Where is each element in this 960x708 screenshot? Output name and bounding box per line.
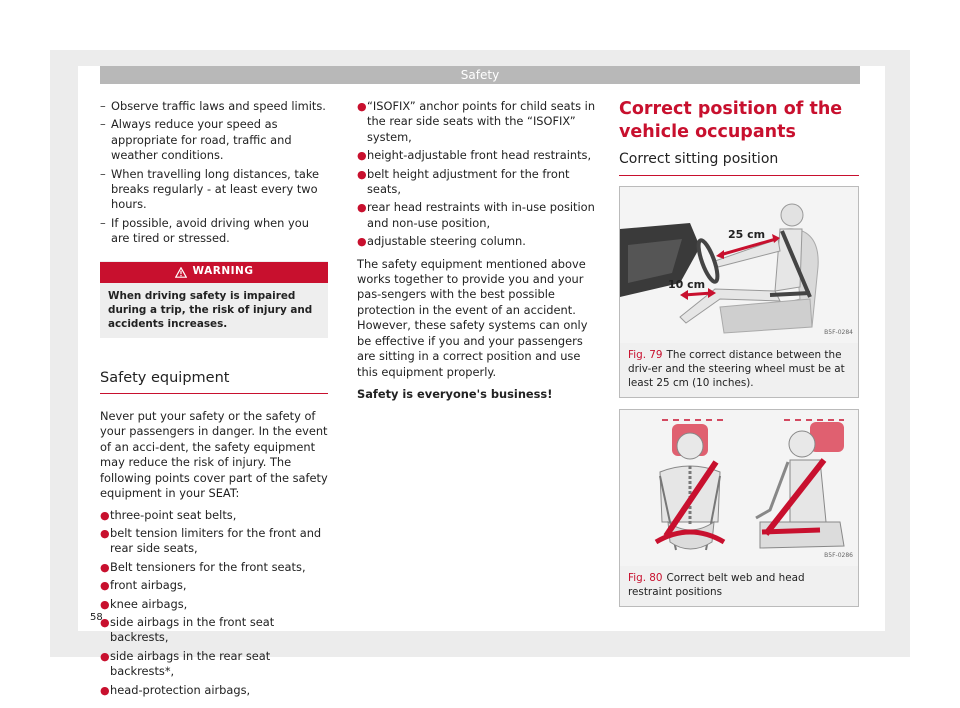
warning-header [100,262,328,283]
bullet-icon: ● [100,508,110,522]
bullet-icon: ● [100,579,110,593]
list-item: ● head-protection airbags, [100,682,251,697]
driver-seat-diagram [620,187,858,343]
warning-triangle-icon [175,267,187,278]
warning-text: When driving safety is impaired during a trip, the risk of injury and accidents increases. [100,283,328,338]
belt-restraint-illustration [620,410,858,566]
bullet-icon: ● [100,560,110,574]
warning-label: WARNING [192,265,254,278]
section-subheading: Correct sitting position [619,152,859,176]
bullet-icon: ● [357,100,367,113]
bullet-icon: ● [357,235,367,249]
label-25cm: 25 cm [728,228,766,242]
emphasis-text: Safety is everyone's business! [357,386,553,401]
figure-number: Fig. 80 [628,572,663,585]
bullet-icon: ● [357,167,367,181]
skeleton-belt-diagram [620,410,858,566]
chapter-heading: Correct position of the vehicle occupants [619,99,843,142]
list-item: ● adjustable steering column. [357,234,526,249]
caption-text: Correct belt web and head restraint positions [628,572,805,598]
figure-80 [619,409,859,607]
bullet-list [100,508,328,698]
bullet-icon: ● [100,683,110,697]
bullet-icon: ● [100,649,110,663]
figure-caption [620,566,858,606]
paragraph: Never put your safety or the safety of your passengers in danger. In the event of an acci-dent, the safety equipment may reduce the risk of injury. The following points cover part of the safety equipment in your SEAT: [100,409,328,501]
bullet-icon: ● [100,615,110,629]
list-item: ● rear head restraints with in-use position and non-use position, [357,200,595,230]
list-item: ● side airbags in the rear seat backrests*, [100,648,271,679]
bullet-icon: ● [100,526,110,540]
list-item: ● Belt tensioners for the front seats, [100,559,306,574]
list-item: – Observe traffic laws and speed limits. [100,99,328,114]
column-middle [357,99,597,402]
list-item: ● “ISOFIX” anchor points for child seats in the rear side seats with the “ISOFIX” system, [357,99,596,144]
column-left [100,99,328,701]
figure-number: Fig. 79 [628,349,663,362]
list-item: ● knee airbags, [100,596,188,611]
list-item: – When travelling long distances, take breaks regularly - at least every two hours. [100,167,328,213]
column-right [619,99,859,607]
list-item: ● height-adjustable front head restraints, [357,148,592,163]
list-item: ● front airbags, [100,578,187,593]
caption-text: The correct distance between the driv-er and the steering wheel must be at least 25 cm (10 inches). [628,349,845,389]
sitting-position-illustration [620,187,858,343]
figure-code: B5F-0284 [824,329,853,336]
running-header: Safety [100,66,860,84]
bullet-icon: ● [357,201,367,215]
figure-caption [620,343,858,397]
label-10cm: 10 cm [668,278,706,292]
warning-box [100,261,328,338]
list-item: ● belt tension limiters for the front and rear side seats, [100,525,322,556]
list-item: – Always reduce your speed as appropriate for road, traffic and weather conditions. [100,117,328,163]
bullet-icon: ● [357,149,367,163]
paragraph: The safety equipment mentioned above works together to provide you and your pas-sengers with the best possible protection in the event of an accident. However, these safety systems can only be effective if you and your passengers are sitting in a correct position and use this equipment properly. [357,256,588,379]
list-item: – If possible, avoid driving when you are tired or stressed. [100,216,328,247]
list-item: ● three-point seat belts, [100,507,237,522]
page-number: 58 [90,612,103,623]
list-item: ● belt height adjustment for the front seats, [357,166,570,197]
list-item: ● side airbags in the front seat backrests, [100,614,275,645]
figure-code: B5F-0286 [824,551,853,559]
figure-79 [619,186,859,398]
section-title: Safety equipment [100,371,328,394]
bullet-icon: ● [100,597,110,611]
